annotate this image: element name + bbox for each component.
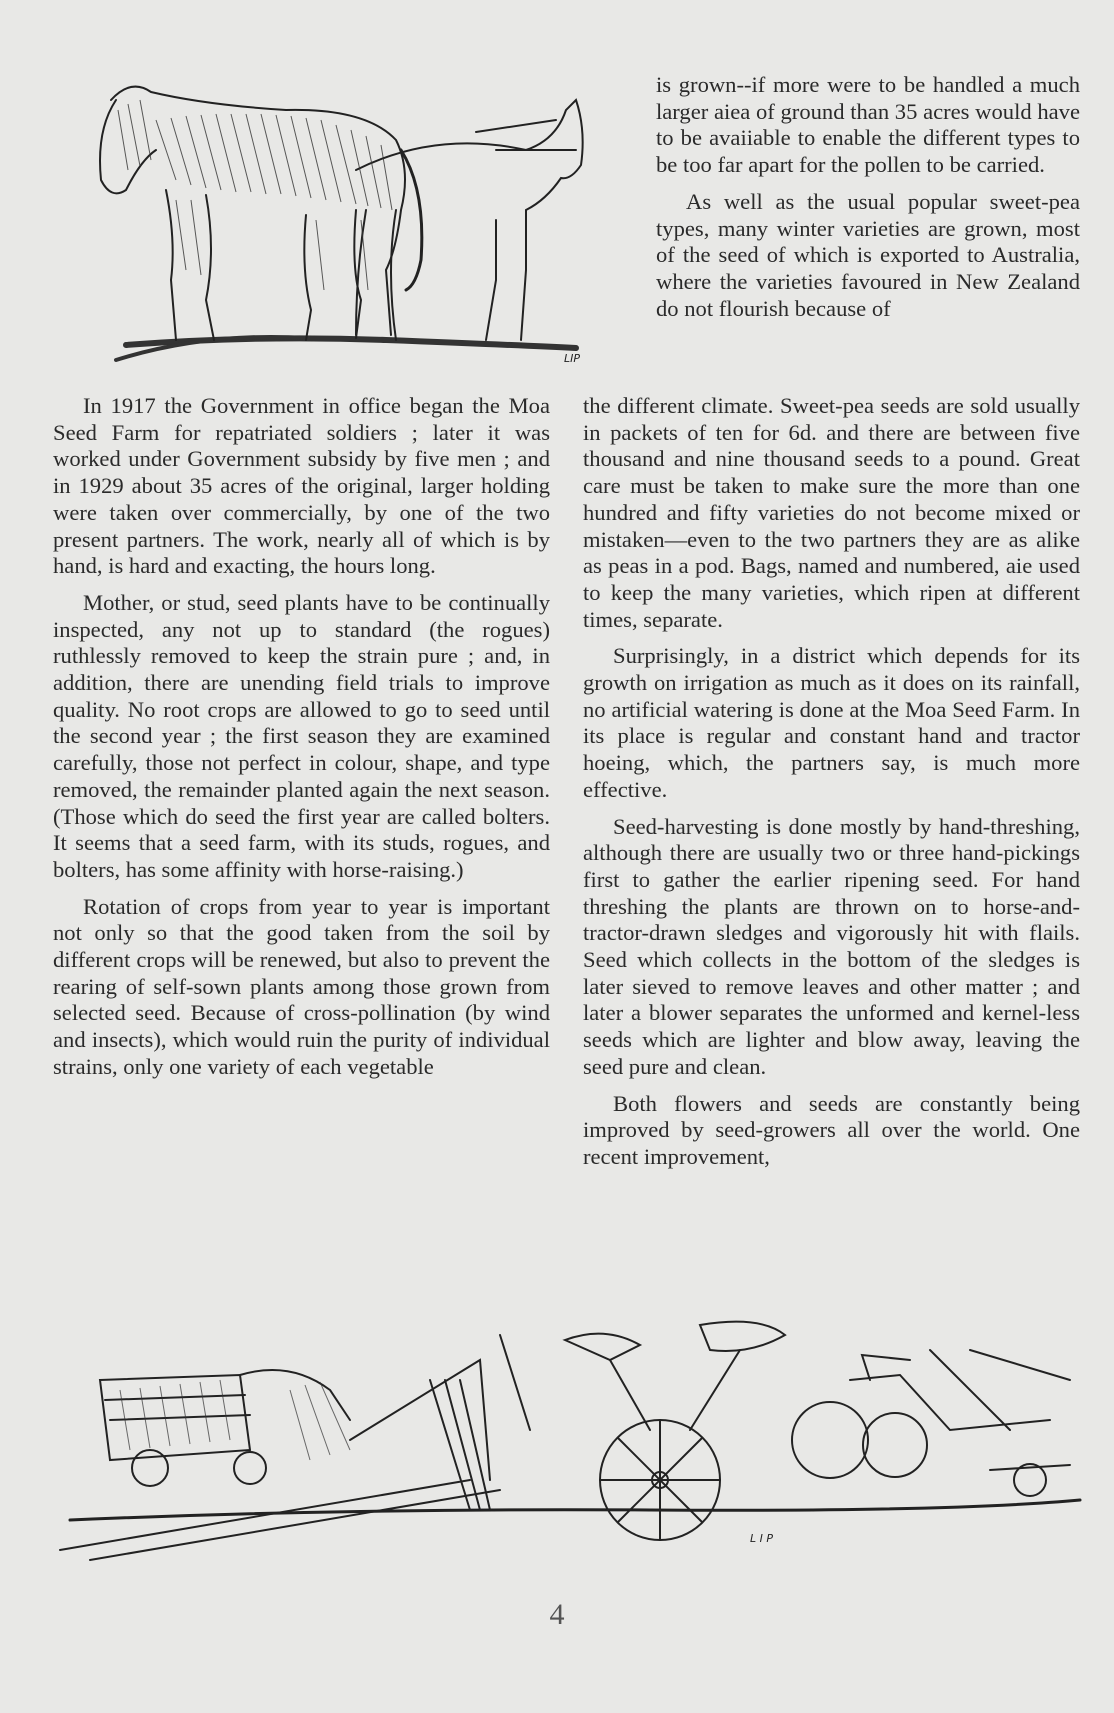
paragraph: Mother, or stud, seed plants have to be continually inspected, any not up to standard (the rogues) ruthlessly removed to keep the strain pure ; and, in addition, there are unending field trials to improve quality. No root crops are allowed to go to seed until the second year ; the first season they are examined carefully, those not perfect in colour, shape, and type removed, the remainder planted again the next season. (Those which do seed the first year are called bolters. It seems that a seed farm, with its studs, rogues, and bolters, has some affinity with horse-raising.) [53,589,550,882]
paragraph: Rotation of crops from year to year is important not only so that the good taken from the soil by different crops will be renewed, but also to prevent the rearing of self-sown plants among those grown from selected seed. Because of cross-pollination (by wind and insects), which would ruin the purity of individual strains, only one variety of each vegetable [53,893,550,1079]
paragraph: is grown--if more were to be handled a much larger aiea of ground than 35 acres would have to be avaiiable to enable the different types to be too far apart for the pollen to be carried. [656,72,1080,178]
page-number: 4 [549,1598,565,1631]
paragraph: the different climate. Sweet-pea seeds are sold usually in packets of ten for 6d. and there are between five thousand and nine thousand seeds to a pound. Great care must be taken to make sure the more than one hundred and fifty varieties do not become mixed or mistaken—even to the two partners they are as alike as peas in a pod. Bags, named and numbered, aie used to keep the many varieties, which ripen at different times, separate. [583,393,1080,632]
paragraph: In 1917 the Government in office began the Moa Seed Farm for repatriated soldiers ; later it was worked under Government subsidy by five men ; and in 1929 about 35 acres of the original, larger holding were taken over commercially, by one of the two present partners. The work, nearly all of which is by hand, is hard and exacting, the hours long. [53,393,550,579]
right-column-top [656,72,1080,332]
paragraph: Seed-harvesting is done mostly by hand-threshing, although there are usually two or three hand-pickings first to gather the earlier ripening seed. For hand threshing the plants are thrown on to horse-and-tractor-drawn sledges and vigorously hit with flails. Seed which collects in the bottom of the sledges is later sieved to remove leaves and other matter ; and later a blower separates the unformed and kernel-less seeds which are lighter and blow away, leaving the seed pure and clean. [583,813,1080,1079]
machinery-illustration [50,1320,1090,1570]
paragraph: As well as the usual popular sweet-pea types, many winter varieties are grown, most of the seed of which is exported to Australia, where the varieties favoured in New Zealand do not flourish because of [656,188,1080,321]
paragraph: Surprisingly, in a district which depends for its growth on irrigation as much as it does on its rainfall, no artificial watering is done at the Moa Seed Farm. In its place is regular and constant hand and tractor hoeing, which, the partners say, is much more effective. [583,643,1080,802]
top-illustration-signature: LIP [564,352,581,365]
left-column [53,393,550,1091]
paragraph: Both flowers and seeds are constantly being improved by seed-growers all over the world. One recent improvement, [583,1090,1080,1169]
right-column [583,393,1080,1181]
horses-illustration [56,70,596,390]
bottom-illustration-signature: L I P [750,1532,773,1545]
